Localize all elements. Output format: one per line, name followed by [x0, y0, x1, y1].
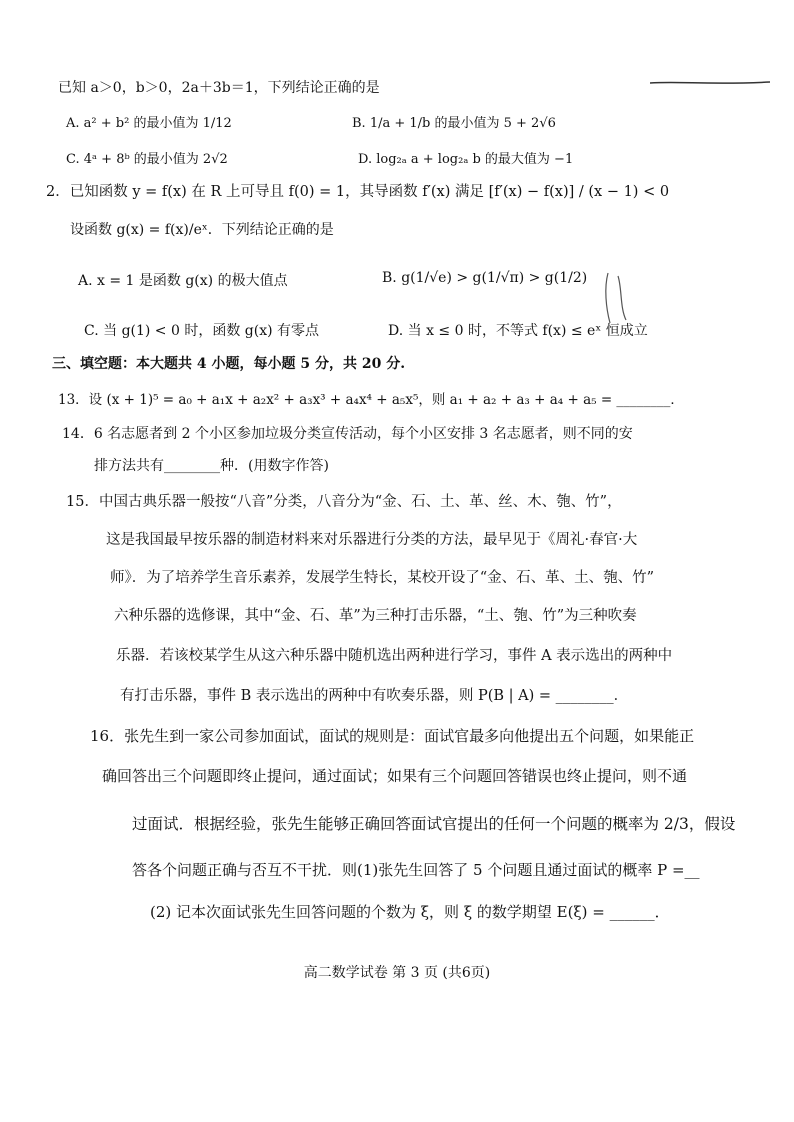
q2-option-d: D. 当 x ≤ 0 时，不等式 f(x) ≤ eˣ 恒成立 [388, 323, 648, 339]
q15-line4: 六种乐器的选修课，其中“金、石、革”为三种打击乐器，“土、匏、竹”为三种吹奏 [114, 608, 637, 624]
q1-option-b: B. 1/a + 1/b 的最小值为 5 + 2√6 [352, 116, 556, 131]
q2-option-a: A. x = 1 是函数 g(x) 的极大值点 [78, 273, 288, 289]
q16-line4: 答各个问题正确与否互不干扰．则(1)张先生回答了 5 个问题且通过面试的概率 P =__ [132, 861, 700, 879]
q15-line2: 这是我国最早按乐器的制造材料来对乐器进行分类的方法，最早见于《周礼·春官·大 [106, 532, 638, 548]
q14-line1: 14．6 名志愿者到 2 个小区参加垃圾分类宣传活动，每个小区安排 3 名志愿者，则不同的安 [62, 426, 633, 442]
q15-line6: 有打击乐器，事件 B 表示选出的两种中有吹奏乐器，则 P(B | A) = ________． [120, 688, 629, 704]
q1-stem: 已知 a＞0，b＞0，2a＋3b＝1，下列结论正确的是 [58, 80, 380, 96]
q2-option-c: C. 当 g(1) < 0 时，函数 g(x) 有零点 [84, 323, 320, 339]
q15-line3: 师》．为了培养学生音乐素养，发展学生特长，某校开设了“金、石、革、土、匏、竹” [110, 570, 655, 586]
scratch-mark [650, 80, 770, 86]
section-heading: 三、填空题：本大题共 4 小题，每小题 5 分，共 20 分. [52, 356, 406, 372]
q16-line5: (2) 记本次面试张先生回答问题的个数为 ξ，则 ξ 的数学期望 E(ξ) = ______． [150, 903, 670, 921]
q15-line1: 15．中国古典乐器一般按“八音”分类，八音分为“金、石、土、革、丝、木、匏、竹”， [66, 494, 622, 510]
q2-option-b: B. g(1/√e) > g(1/√π) > g(1/2) [382, 270, 588, 286]
q14-line2: 排方法共有________种．(用数字作答) [94, 458, 329, 474]
q2-stem-line1: 2．已知函数 y = f(x) 在 R 上可导且 f(0) = 1，其导函数 f′(x) 满足 [f′(x) − f(x)] / (x − 1) < 0 [46, 184, 670, 200]
q16-line3: 过面试．根据经验，张先生能够正确回答面试官提出的任何一个问题的概率为 2/3，假设 [132, 815, 736, 833]
q1-option-c: C. 4ᵃ + 8ᵇ 的最小值为 2√2 [66, 152, 228, 167]
q15-line5: 乐器．若该校某学生从这六种乐器中随机选出两种进行学习，事件 A 表示选出的两种中 [116, 648, 673, 664]
q1-option-a: A. a² + b² 的最小值为 1/12 [66, 116, 232, 131]
q2-stem-line2: 设函数 g(x) = f(x)/eˣ．下列结论正确的是 [70, 222, 334, 238]
q16-line2: 确回答出三个问题即终止提问，通过面试；如果有三个问题回答错误也终止提问，则不通 [102, 767, 688, 785]
q1-option-d: D. log₂ₐ a + log₂ₐ b 的最大值为 −1 [358, 152, 574, 167]
q16-line1: 16．张先生到一家公司参加面试，面试的规则是：面试官最多向他提出五个问题，如果能正 [90, 727, 695, 745]
handwritten-mark [600, 268, 640, 328]
q13-text: 13．设 (x + 1)⁵ = a₀ + a₁x + a₂x² + a₃x³ + a₄x⁴ + a₅x⁵，则 a₁ + a₂ + a₃ + a₄ + a₅ = ________． [58, 392, 684, 408]
page-footer: 高二数学试卷 第 3 页 (共6页) [303, 965, 491, 981]
